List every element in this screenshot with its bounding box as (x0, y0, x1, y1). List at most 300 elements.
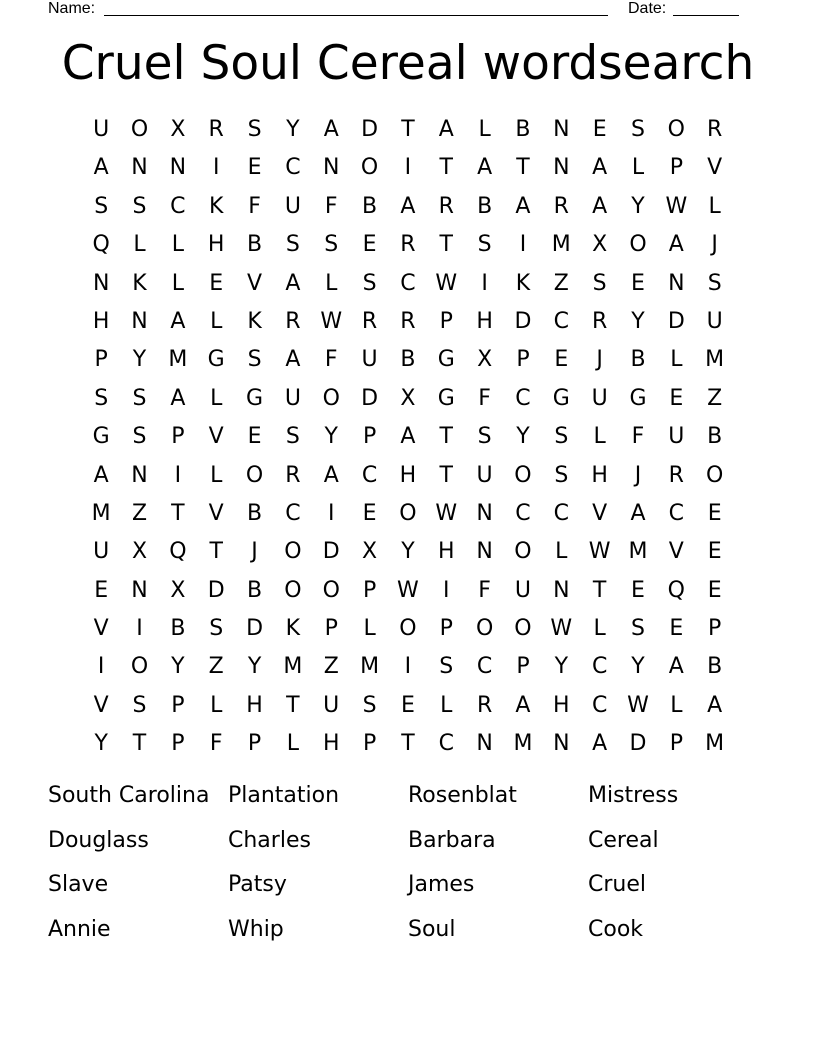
grid-cell: U (361, 347, 378, 373)
grid-cell: B (400, 347, 416, 373)
grid-cell: E (94, 577, 109, 603)
grid-cell: E (669, 385, 684, 411)
grid-cell: E (669, 616, 684, 642)
grid-cell: L (171, 270, 184, 296)
grid-cell: D (322, 539, 340, 565)
grid-cell: P (171, 692, 185, 718)
grid-cell: C (170, 193, 186, 219)
word-list-item: Rosenblat (408, 783, 517, 808)
grid-cell: R (438, 193, 454, 219)
grid-cell: S (439, 654, 454, 680)
grid-cell: L (670, 692, 683, 718)
grid-cell: L (670, 347, 683, 373)
grid-cell: Y (132, 347, 147, 373)
grid-cell: S (477, 232, 492, 258)
grid-row (82, 533, 734, 571)
grid-cell: D (514, 308, 532, 334)
grid-cell: I (97, 654, 105, 680)
grid-cell: N (131, 577, 148, 603)
grid-cell: M (168, 347, 188, 373)
grid-cell: H (399, 462, 417, 488)
grid-cell: W (435, 270, 458, 296)
grid-cell: M (628, 539, 648, 565)
grid-cell: M (705, 347, 725, 373)
grid-cell: N (131, 155, 148, 181)
grid-cell: A (170, 308, 186, 334)
grid-cell: X (400, 385, 416, 411)
grid-cell: M (91, 500, 111, 526)
grid-cell: L (593, 616, 606, 642)
grid-cell: P (669, 731, 683, 757)
grid-cell: V (247, 270, 263, 296)
grid-cell: T (516, 155, 530, 181)
grid-cell: W (550, 616, 573, 642)
grid-cell: S (94, 193, 109, 219)
grid-row (82, 610, 734, 648)
grid-cell: A (285, 270, 301, 296)
grid-cell: U (668, 424, 685, 450)
grid-row (82, 265, 734, 303)
grid-cell: S (707, 270, 722, 296)
grid-cell: Y (171, 654, 185, 680)
grid-cell: T (439, 462, 453, 488)
grid-cell: A (323, 462, 339, 488)
grid-cell: L (325, 270, 338, 296)
grid-cell: U (706, 308, 723, 334)
grid-cell: H (207, 232, 225, 258)
word-list-item: Annie (48, 916, 111, 942)
grid-cell: L (171, 232, 184, 258)
grid-cell: R (591, 308, 608, 334)
grid-cell: X (362, 539, 378, 565)
grid-cell: W (320, 308, 343, 334)
grid-cell: G (92, 424, 110, 450)
grid-cell: C (361, 462, 378, 488)
word-list-item: Mistress (588, 783, 679, 808)
grid-cell: V (208, 424, 224, 450)
grid-cell: S (477, 424, 492, 450)
grid-cell: S (285, 424, 300, 450)
grid-cell: N (92, 270, 110, 296)
grid-cell: A (170, 385, 186, 411)
word-list-item: Cereal (588, 827, 659, 853)
grid-cell: Y (554, 654, 569, 680)
grid-cell: M (551, 232, 571, 258)
grid-cell: P (324, 616, 338, 642)
date-blank-line (673, 15, 739, 16)
grid-cell: G (437, 347, 455, 373)
grid-cell: A (668, 654, 684, 680)
grid-cell: K (132, 270, 147, 296)
grid-cell: A (438, 117, 454, 142)
grid-cell: U (514, 577, 531, 603)
grid-cell: O (322, 385, 340, 411)
grid-cell: P (516, 654, 530, 680)
grid-cell: A (93, 155, 109, 181)
grid-cell: N (131, 462, 148, 488)
grid-cell: S (631, 616, 645, 642)
grid-cell: P (94, 347, 108, 373)
grid-cell: I (212, 155, 220, 181)
grid-cell: A (515, 692, 531, 718)
grid-cell: Z (131, 500, 148, 526)
grid-cell: W (665, 193, 688, 219)
grid-cell: A (477, 155, 493, 181)
grid-cell: L (286, 731, 300, 757)
name-label: Name: (48, 0, 96, 17)
grid-cell: H (246, 692, 263, 718)
word-list-item: Patsy (228, 872, 287, 897)
grid-cell: X (170, 577, 186, 603)
grid-cell: D (246, 616, 264, 642)
grid-cell: J (634, 462, 642, 488)
grid-cell: C (438, 731, 454, 757)
grid-row (82, 457, 734, 495)
word-list-item: James (408, 872, 475, 897)
grid-cell: Y (631, 308, 645, 334)
word-list-item: Slave (48, 872, 109, 897)
grid-cell: P (516, 347, 530, 373)
grid-cell: T (401, 731, 415, 757)
grid-cell: T (286, 692, 300, 718)
grid-row (82, 149, 734, 187)
grid-cell: A (630, 500, 646, 526)
grid-cell: N (131, 308, 148, 334)
word-list-item: Barbara (408, 827, 496, 853)
grid-cell: N (476, 539, 493, 565)
grid-cell: Y (324, 424, 338, 450)
grid-row (82, 303, 734, 341)
grid-cell: L (708, 193, 721, 219)
grid-cell: V (592, 500, 608, 526)
grid-cell: S (362, 270, 377, 296)
grid-cell: G (246, 385, 264, 411)
grid-cell: E (554, 347, 569, 373)
grid-cell: X (592, 232, 608, 258)
grid-cell: Z (323, 654, 339, 680)
grid-cell: C (285, 155, 301, 181)
grid-cell: R (553, 193, 569, 219)
grid-cell: I (481, 270, 488, 296)
grid-cell: B (707, 424, 723, 450)
grid-cell: I (136, 616, 143, 642)
grid-cell: B (247, 500, 263, 526)
grid-cell: S (132, 193, 147, 219)
grid-cell: P (362, 577, 377, 603)
grid-cell: X (477, 347, 493, 373)
grid-cell: T (439, 424, 453, 450)
grid-cell: H (92, 308, 110, 334)
grid-cell: F (248, 193, 261, 219)
grid-cell: A (515, 193, 531, 219)
grid-cell: C (476, 654, 493, 680)
grid-cell: L (478, 117, 491, 142)
grid-row (82, 226, 734, 264)
grid-cell: B (247, 577, 263, 603)
grid-row (82, 648, 734, 686)
grid-cell: E (400, 692, 415, 718)
word-list-item: Cruel (588, 872, 646, 897)
grid-cell: Z (208, 654, 224, 680)
grid-cell: C (591, 692, 608, 718)
grid-cell: B (707, 654, 723, 680)
grid-cell: C (553, 308, 569, 334)
grid-cell: R (707, 117, 723, 142)
grid-row (82, 495, 734, 533)
grid-cell: N (169, 155, 187, 181)
grid-cell: M (360, 654, 380, 680)
grid-cell: A (323, 117, 339, 142)
grid-cell: T (439, 232, 453, 258)
grid-cell: N (323, 155, 340, 181)
word-list-item: Cook (588, 916, 644, 942)
grid-cell: X (131, 539, 148, 565)
grid-cell: V (208, 500, 224, 526)
word-list-item: Whip (228, 916, 284, 942)
grid-cell: R (208, 117, 224, 142)
grid-cell: C (668, 500, 685, 526)
grid-cell: N (476, 731, 493, 757)
grid-cell: S (362, 692, 377, 718)
grid-cell: A (400, 193, 416, 219)
grid-cell: H (591, 462, 608, 488)
grid-row (82, 111, 734, 149)
grid-cell: L (210, 692, 223, 718)
grid-cell: I (174, 462, 182, 488)
worksheet-header (48, 0, 748, 20)
grid-cell: O (514, 462, 532, 488)
grid-cell: E (247, 155, 262, 181)
grid-cell: A (592, 155, 608, 181)
grid-cell: R (476, 692, 493, 718)
grid-cell: B (362, 193, 378, 219)
grid-cell: P (247, 731, 262, 757)
grid-cell: I (327, 500, 335, 526)
grid-cell: P (708, 616, 722, 642)
grid-cell: G (629, 385, 647, 411)
grid-cell: O (360, 155, 379, 181)
grid-cell: S (94, 385, 109, 411)
grid-cell: D (667, 308, 685, 334)
grid-cell: B (630, 347, 646, 373)
grid-cell: G (552, 385, 570, 411)
grid-cell: A (400, 424, 416, 450)
grid-cell: U (323, 692, 340, 718)
grid-cell: Y (94, 731, 108, 757)
grid-row (82, 380, 734, 418)
grid-row (82, 341, 734, 379)
grid-cell: R (400, 308, 416, 334)
grid-cell: L (440, 692, 453, 718)
grid-row (82, 572, 734, 610)
word-list-item: Douglass (48, 827, 149, 853)
grid-cell: Y (631, 654, 645, 680)
grid-cell: Q (169, 539, 187, 565)
grid-cell: C (285, 500, 301, 526)
grid-cell: E (592, 117, 607, 142)
grid-cell: H (322, 731, 340, 757)
grid-cell: Q (667, 577, 685, 603)
grid-cell: C (515, 385, 531, 411)
grid-cell: U (591, 385, 608, 411)
grid-cell: D (629, 731, 647, 757)
grid-cell: P (439, 308, 453, 334)
name-blank-line (104, 15, 608, 16)
grid-cell: N (476, 500, 493, 526)
grid-cell: Y (286, 117, 300, 142)
grid-cell: O (514, 616, 532, 642)
grid-cell: E (631, 577, 645, 603)
grid-cell: Y (401, 539, 415, 565)
grid-cell: I (404, 654, 412, 680)
grid-cell: L (363, 616, 376, 642)
grid-cell: K (285, 616, 301, 642)
grid-cell: Y (516, 424, 530, 450)
grid-cell: A (592, 193, 608, 219)
grid-row (82, 188, 734, 226)
grid-row (82, 725, 734, 763)
grid-cell: A (668, 232, 684, 258)
grid-cell: S (324, 232, 339, 258)
grid-cell: H (437, 539, 455, 565)
grid-cell: O (130, 654, 149, 680)
grid-cell: P (439, 616, 453, 642)
grid-cell: Z (553, 270, 569, 296)
grid-cell: L (133, 232, 146, 258)
grid-cell: O (629, 232, 647, 258)
grid-cell: D (207, 577, 225, 603)
grid-cell: O (284, 577, 302, 603)
grid-cell: O (667, 117, 685, 142)
grid-row (82, 418, 734, 456)
grid-cell: S (592, 270, 607, 296)
grid-cell: F (478, 577, 491, 603)
grid-cell: J (711, 232, 718, 258)
grid-cell: U (284, 193, 301, 219)
grid-cell: F (324, 193, 338, 219)
grid-cell: C (553, 500, 569, 526)
grid-cell: L (210, 385, 223, 411)
grid-cell: S (132, 692, 147, 718)
grid-cell: O (130, 117, 149, 142)
grid-cell: J (251, 539, 258, 565)
grid-cell: P (171, 424, 185, 450)
grid-cell: H (553, 692, 570, 718)
grid-cell: W (397, 577, 419, 603)
grid-cell: U (284, 385, 301, 411)
grid-cell: F (324, 347, 338, 373)
grid-cell: B (170, 616, 186, 642)
grid-cell: M (705, 731, 725, 757)
grid-cell: E (707, 577, 722, 603)
grid-cell: N (668, 270, 685, 296)
grid-cell: S (132, 385, 147, 411)
grid-cell: T (401, 117, 415, 142)
grid-cell: S (132, 424, 147, 450)
grid-cell: U (93, 539, 110, 565)
grid-cell: W (588, 539, 611, 565)
grid-cell: I (443, 577, 450, 603)
grid-cell: O (399, 500, 417, 526)
grid-cell: P (362, 731, 377, 757)
grid-cell: R (400, 232, 416, 258)
grid-cell: R (285, 308, 301, 334)
grid-cell: O (514, 539, 532, 565)
grid-cell: H (476, 308, 493, 334)
grid-cell: V (93, 616, 109, 642)
grid-cell: U (93, 117, 110, 142)
grid-cell: A (707, 692, 723, 718)
grid-cell: B (247, 232, 263, 258)
grid-cell: I (519, 232, 527, 258)
grid-cell: Y (247, 654, 262, 680)
word-list-item: Charles (228, 827, 311, 853)
grid-cell: T (132, 731, 147, 757)
grid-cell: O (322, 577, 340, 603)
grid-cell: S (554, 424, 569, 450)
grid-cell: P (362, 424, 377, 450)
grid-cell: W (435, 500, 458, 526)
grid-cell: X (170, 117, 186, 142)
grid-cell: A (592, 731, 608, 757)
word-list-item: Soul (408, 916, 456, 942)
grid-cell: R (361, 308, 378, 334)
grid-cell: Q (92, 232, 110, 258)
grid-cell: D (361, 385, 379, 411)
word-list-item: Plantation (228, 783, 340, 808)
grid-cell: L (631, 155, 645, 181)
grid-cell: J (596, 347, 603, 373)
grid-cell: F (631, 424, 645, 450)
grid-cell: B (515, 117, 531, 142)
grid-cell: O (475, 616, 494, 642)
grid-cell: S (247, 117, 262, 142)
grid-cell: L (593, 424, 606, 450)
grid-cell: G (207, 347, 225, 373)
grid-cell: E (247, 424, 262, 450)
grid-cell: R (285, 462, 301, 488)
grid-cell: M (283, 654, 303, 680)
grid-cell: S (285, 232, 300, 258)
page-title: Cruel Soul Cereal wordsearch (61, 36, 755, 91)
grid-cell: V (668, 539, 684, 565)
grid-cell: T (592, 577, 607, 603)
grid-cell: L (210, 462, 223, 488)
grid-cell: T (209, 539, 223, 565)
grid-cell: O (706, 462, 724, 488)
grid-cell: E (707, 500, 722, 526)
grid-cell: K (247, 308, 262, 334)
grid-cell: C (400, 270, 416, 296)
date-label: Date: (628, 0, 667, 17)
grid-cell: Y (631, 193, 645, 219)
word-list (48, 774, 768, 952)
grid-cell: V (707, 155, 723, 181)
grid-cell: S (554, 462, 569, 488)
grid-cell: N (553, 117, 570, 142)
grid-cell: N (553, 731, 570, 757)
grid-cell: K (208, 193, 224, 219)
grid-row (82, 687, 734, 725)
grid-cell: F (209, 731, 223, 757)
grid-cell: S (631, 117, 645, 142)
grid-cell: M (513, 731, 533, 757)
grid-cell: S (209, 616, 224, 642)
grid-cell: N (553, 155, 570, 181)
grid-cell: U (476, 462, 493, 488)
grid-cell: L (555, 539, 568, 565)
grid-cell: R (668, 462, 684, 488)
